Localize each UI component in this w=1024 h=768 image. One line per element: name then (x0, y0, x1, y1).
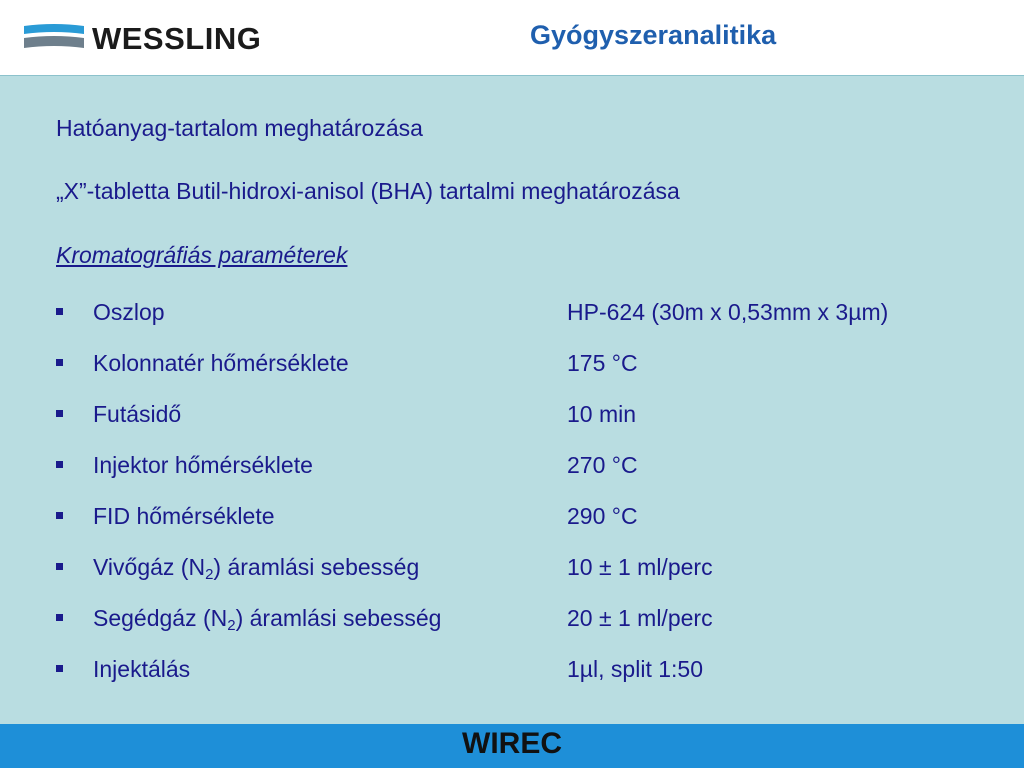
param-value: 175 °C (567, 350, 638, 376)
param-name-text: Vivőgáz (N (93, 554, 206, 580)
content-subheading: „X”-tabletta Butil-hidroxi-anisol (BHA) tartalmi meghatározása (56, 178, 680, 204)
list-item (56, 603, 996, 633)
param-value: HP-624 (30m x 0,53mm x 3µm) (567, 299, 889, 325)
param-value: 20 ± 1 ml/perc (567, 605, 713, 631)
param-value: 1µl, split 1:50 (567, 656, 703, 682)
subscript: 2 (227, 617, 236, 634)
list-item (56, 297, 996, 327)
section-title: Kromatográfiás paraméterek (56, 242, 348, 268)
content-heading: Hatóanyag-tartalom meghatározása (56, 115, 423, 141)
param-value: 10 min (567, 401, 637, 427)
param-name: Oszlop (93, 299, 165, 325)
param-name: Kolonnatér hőmérséklete (93, 350, 349, 376)
list-item (56, 348, 996, 378)
bullet-icon (56, 359, 63, 366)
bullet-icon (56, 410, 63, 417)
slide-content (0, 76, 1024, 724)
param-value: 270 °C (567, 452, 638, 478)
subscript: 2 (205, 566, 214, 583)
list-item (56, 654, 996, 684)
header (0, 0, 1024, 76)
param-value: 10 ± 1 ml/perc (567, 554, 713, 580)
param-name: Futásidő (93, 401, 182, 427)
wessling-logo-icon (24, 24, 84, 50)
bullet-icon (56, 665, 63, 672)
footer-text: WIREC (462, 727, 562, 760)
param-name: FID hőmérséklete (93, 503, 275, 529)
param-name (93, 552, 419, 582)
list-item (56, 501, 996, 531)
logo-text: WESSLING (92, 21, 262, 56)
bullet-icon (56, 614, 63, 621)
param-name (93, 603, 441, 633)
list-item (56, 399, 996, 429)
param-name-text: ) áramlási sebesség (235, 605, 442, 631)
list-item (56, 552, 996, 582)
param-name-text: ) áramlási sebesség (213, 554, 420, 580)
param-name-text: Segédgáz (N (93, 605, 228, 631)
bullet-icon (56, 308, 63, 315)
footer-bar (0, 724, 1024, 768)
bullet-icon (56, 563, 63, 570)
param-value: 290 °C (567, 503, 638, 529)
param-name: Injektor hőmérséklete (93, 452, 313, 478)
page-title: Gyógyszeranalitika (530, 20, 777, 50)
param-name: Injektálás (93, 656, 191, 682)
bullet-icon (56, 461, 63, 468)
list-item (56, 450, 996, 480)
bullet-icon (56, 512, 63, 519)
